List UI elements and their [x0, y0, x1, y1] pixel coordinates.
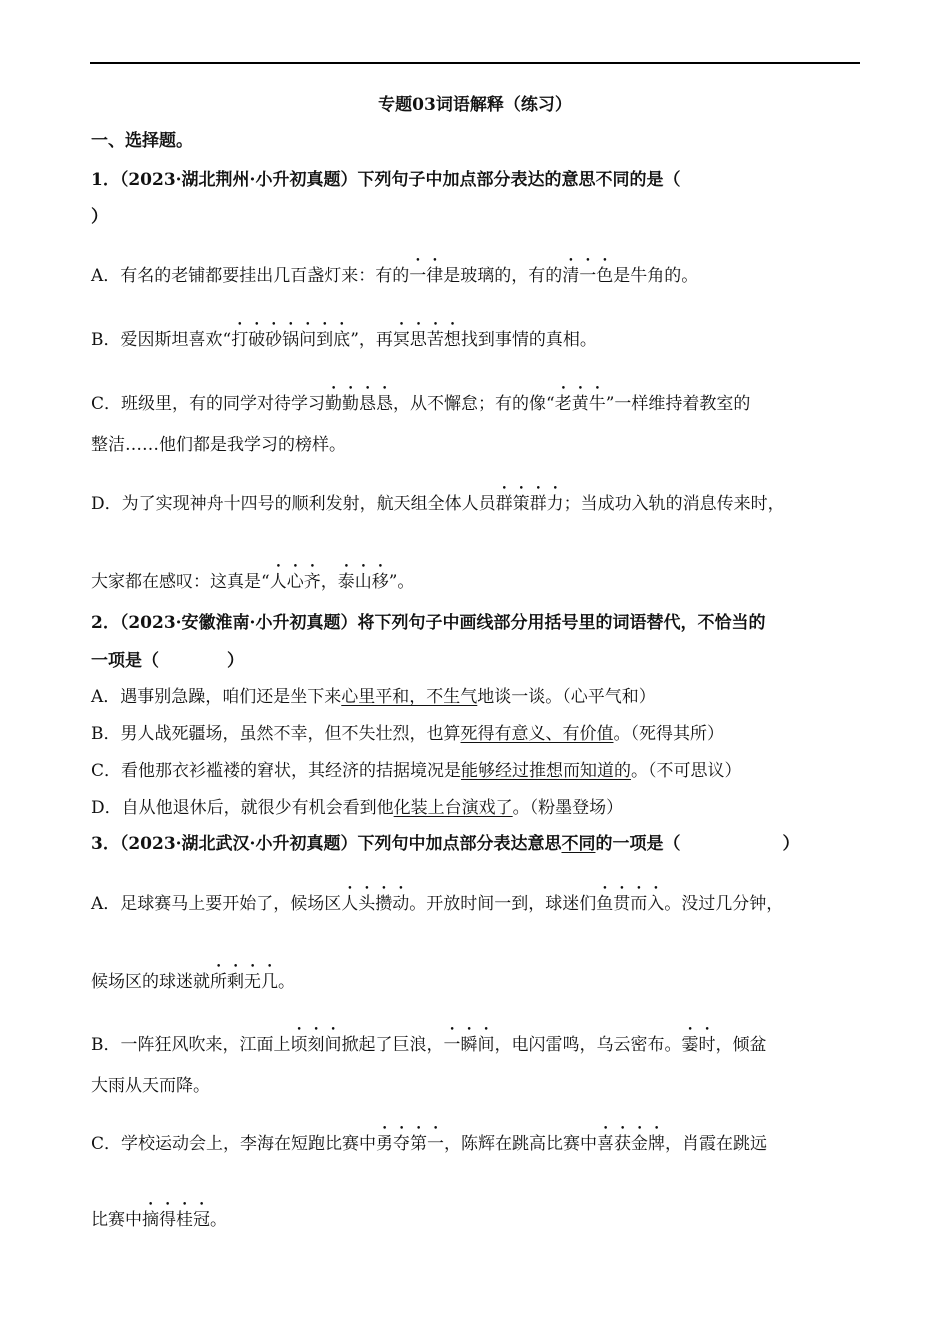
q3-b-text-4: ，倾盆 — [715, 1035, 767, 1055]
q2-c-underlined: 能够经过推想而知道的 — [461, 761, 632, 781]
q3-a-dotted-2: 鱼贯而入 — [596, 894, 665, 914]
q3-b-dotted-3: 霎时 — [681, 1035, 716, 1055]
q3-c-dotted-2: 喜获金牌 — [597, 1134, 666, 1154]
q2-stem-cont: 一项是（ ） — [91, 651, 244, 671]
q3-stem-text-1: 3．（2023·湖北武汉·小升初真题）下列句中加点部分表达意思 — [91, 834, 562, 854]
q2-stem: 2．（2023·安徽淮南·小升初真题）将下列句子中画线部分用括号里的词语替代，不恰当的 — [91, 613, 766, 633]
q1-c-text-2: ，从不懈怠；有的像“ — [393, 394, 555, 414]
q1-c-dotted-2: 老黄牛 — [554, 394, 606, 414]
q2-b-text-1: B．男人战死疆场，虽然不幸，但不失壮烈，也算 — [91, 724, 461, 744]
q3-a-text-3: 。没过几分钟， — [664, 894, 784, 914]
q3-c-text-3: ，肖霞在跳远 — [665, 1134, 768, 1154]
q2-option-c[interactable] — [91, 760, 742, 782]
q1-d2-text-3: ”。 — [388, 572, 415, 592]
q1-a-text-2: 是玻璃的，有的 — [443, 266, 563, 286]
q1-b-dotted-1: 打破砂锅问到底 — [231, 330, 351, 350]
q1-c-dotted-1: 勤勤恳恳 — [325, 394, 394, 414]
q1-d-text-1: D．为了实现神舟十四号的顺利发射，航天组全体人员 — [91, 494, 496, 514]
q1-a-text-3: 是牛角的。 — [613, 266, 699, 286]
q1-d2-dotted-1: 人心齐 — [269, 572, 321, 592]
q2-c-text-2: 。（不可思议） — [631, 761, 742, 781]
q3-c2-text-1: 比赛中 — [91, 1210, 142, 1230]
q3-a2-dotted-1: 所剩无几 — [210, 972, 278, 992]
q3-option-c-cont — [91, 1200, 227, 1231]
q3-option-b[interactable] — [91, 1025, 767, 1056]
q2-b-text-2: 。（死得其所） — [613, 724, 724, 744]
q1-option-c[interactable] — [91, 384, 750, 415]
q3-option-b-cont: 大雨从天而降。 — [91, 1076, 210, 1096]
q3-b-text-1: B．一阵狂风吹来，江面上 — [91, 1035, 291, 1055]
q3-c-dotted-1: 勇夺第一 — [376, 1134, 445, 1154]
q3-c2-dotted-1: 摘得桂冠 — [142, 1210, 210, 1230]
q3-c-text-2: ，陈辉在跳高比赛中 — [444, 1134, 598, 1154]
q1-c-text-3: ”一样维持着教室的 — [605, 394, 751, 414]
q1-d2-text-2: ， — [320, 572, 338, 592]
q1-option-d[interactable] — [91, 484, 785, 515]
q2-d-text-1: D．自从他退休后，就很少有机会看到他 — [91, 798, 394, 818]
q2-option-d[interactable] — [91, 797, 623, 819]
q2-a-underlined: 心里平和，不生气 — [341, 687, 478, 707]
q3-option-a[interactable] — [91, 884, 783, 915]
q3-stem — [91, 833, 799, 855]
q1-stem-end: ） — [91, 207, 108, 227]
q3-a2-text-2: 。 — [278, 972, 295, 992]
q3-c2-text-2: 。 — [210, 1210, 227, 1230]
q1-a-text-1: A．有名的老铺都要挂出几百盏灯来：有的 — [91, 266, 410, 286]
q3-a-text-1: A．足球赛马上要开始了，候场区 — [91, 894, 342, 914]
q1-d-text-2: ；当成功入轨的消息传来时， — [563, 494, 785, 514]
q3-c-text-1: C．学校运动会上，李海在短跑比赛中 — [91, 1134, 377, 1154]
q2-option-b[interactable] — [91, 723, 724, 745]
q3-b-dotted-1: 顷刻间 — [290, 1035, 342, 1055]
q2-d-underlined: 化装上台演戏了 — [393, 798, 513, 818]
q3-b-text-2: 掀起了巨浪， — [341, 1035, 444, 1055]
q2-a-text-1: A．遇事别急躁，咱们还是坐下来 — [91, 687, 342, 707]
q1-d2-text-1: 大家都在感叹：这真是“ — [91, 572, 270, 592]
q1-b-text-2: ”，再 — [350, 330, 393, 350]
q2-b-underlined: 死得有意义、有价值 — [460, 724, 614, 744]
q1-b-text-1: B．爱因斯坦喜欢“ — [91, 330, 232, 350]
q1-c-text-1: C．班级里，有的同学对待学习 — [91, 394, 326, 414]
q3-a2-text-1: 候场区的球迷就 — [91, 972, 210, 992]
q2-c-text-1: C．看他那衣衫褴褛的窘状，其经济的拮据境况是 — [91, 761, 462, 781]
q1-option-d-cont — [91, 562, 414, 593]
q3-option-c[interactable] — [91, 1124, 767, 1155]
q1-option-b[interactable] — [91, 320, 597, 351]
q2-a-text-2: 地谈一谈。（心平气和） — [477, 687, 656, 707]
q3-stem-text-2: 的一项是（ ） — [595, 834, 800, 854]
q1-d2-dotted-2: 泰山移 — [337, 572, 389, 592]
q2-option-a[interactable] — [91, 686, 656, 708]
q1-option-a[interactable] — [91, 256, 698, 287]
q1-b-text-3: 找到事情的真相。 — [460, 330, 597, 350]
q3-b-text-3: ，电闪雷鸣，乌云密布。 — [494, 1035, 682, 1055]
q3-a-dotted-1: 人头攒动 — [341, 894, 410, 914]
section-heading: 一、选择题。 — [91, 131, 193, 151]
q2-d-text-2: 。（粉墨登场） — [512, 798, 624, 818]
q3-stem-underlined: 不同 — [561, 834, 596, 854]
q1-stem: 1．（2023·湖北荆州·小升初真题）下列句子中加点部分表达的意思不同的是（ — [91, 170, 681, 190]
q1-a-dotted-1: 一律 — [409, 266, 444, 286]
page-title: 专题03词语解释（练习） — [378, 95, 572, 115]
q3-option-a-cont — [91, 962, 295, 993]
q1-d-dotted-1: 群策群力 — [495, 494, 564, 514]
q1-a-dotted-2: 清一色 — [562, 266, 614, 286]
q1-b-dotted-2: 冥思苦想 — [392, 330, 461, 350]
q3-b-dotted-2: 一瞬间 — [443, 1035, 495, 1055]
q3-a-text-2: 。开放时间一到，球迷们 — [409, 894, 597, 914]
q1-option-c-cont: 整洁……他们都是我学习的榜样。 — [91, 435, 346, 455]
header-rule — [90, 62, 860, 64]
